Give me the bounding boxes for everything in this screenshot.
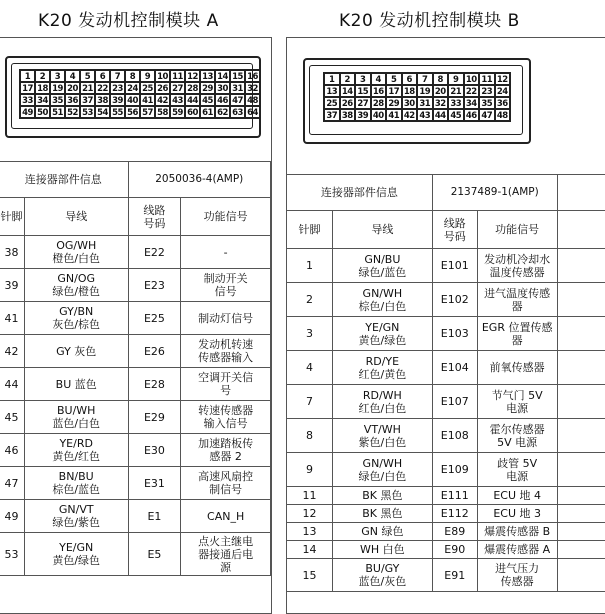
pin-cell: 13: [287, 523, 333, 541]
header-wire: 导线: [332, 211, 432, 249]
connector-pin: 22: [464, 85, 480, 97]
part-label: 连接器部件信息: [287, 175, 433, 211]
table-row: [0, 236, 271, 269]
connector-pin: 38: [95, 94, 110, 106]
connector-pin: 39: [355, 109, 371, 121]
connector-pin: 3: [355, 73, 371, 85]
connector-pin: 25: [140, 82, 155, 94]
table-row: [0, 335, 271, 368]
connector-pin: 50: [35, 106, 50, 118]
wire-cell: VT/WH 紫色/白色: [332, 419, 432, 453]
connector-pin: 9: [448, 73, 464, 85]
wire-cell: YE/GN 黄色/绿色: [24, 533, 128, 576]
function-cell: -: [181, 236, 271, 269]
pin-cell: 49: [0, 500, 24, 533]
table-row: [287, 351, 605, 385]
connector-pin: 35: [50, 94, 65, 106]
connector-pin: 26: [155, 82, 170, 94]
connector-pin: 41: [140, 94, 155, 106]
connector-pin: 19: [50, 82, 65, 94]
table-row: [0, 533, 271, 576]
connector-pin: 55: [110, 106, 125, 118]
pin-cell: 53: [0, 533, 24, 576]
connector-pin: 45: [200, 94, 215, 106]
connector-pin: 2: [35, 70, 50, 82]
table-row: [287, 249, 605, 283]
function-cell: ECU 地 4: [477, 487, 557, 505]
wire-cell: BK 黑色: [332, 487, 432, 505]
function-cell: 进气温度传感 器: [477, 283, 557, 317]
function-cell: 发动机转速 传感器输入: [181, 335, 271, 368]
connector-pin: 16: [371, 85, 387, 97]
connector-pin: 1: [324, 73, 340, 85]
connector-pin: 29: [200, 82, 215, 94]
connector-pin: 11: [170, 70, 185, 82]
connector-pin: 37: [80, 94, 95, 106]
header-function: 功能信号: [181, 198, 271, 236]
part-label: 连接器部件信息: [0, 162, 128, 198]
connector-pin: 36: [495, 97, 511, 109]
connector-pin: 45: [448, 109, 464, 121]
connector-pin: 17: [20, 82, 35, 94]
circuit-cell: E109: [432, 453, 477, 487]
function-cell: 发动机冷却水 温度传感器: [477, 249, 557, 283]
connector-pin: 8: [125, 70, 140, 82]
function-cell: 高速风扇控 制信号: [181, 467, 271, 500]
wire-cell: GN/VT 绿色/紫色: [24, 500, 128, 533]
connector-pin: 49: [20, 106, 35, 118]
table-row: [287, 505, 605, 523]
wire-cell: YE/RD 黄色/红色: [24, 434, 128, 467]
pin-cell: 15: [287, 559, 333, 592]
connector-pin: 28: [371, 97, 387, 109]
connector-pin: 16: [245, 70, 260, 82]
connector-pin: 42: [402, 109, 418, 121]
table-row: [287, 283, 605, 317]
circuit-cell: E1: [128, 500, 181, 533]
function-cell: EGR 位置传感 器: [477, 317, 557, 351]
circuit-cell: E108: [432, 419, 477, 453]
pin-cell: 47: [0, 467, 24, 500]
connector-pin: 5: [386, 73, 402, 85]
connector-pin: 14: [340, 85, 356, 97]
connector-a-diagram: [5, 56, 261, 138]
header-function: 功能信号: [477, 211, 557, 249]
table-row: [0, 269, 271, 302]
circuit-cell: E107: [432, 385, 477, 419]
table-row: [0, 500, 271, 533]
connector-pin: 58: [155, 106, 170, 118]
table-row: [0, 302, 271, 335]
connector-pin: 11: [479, 73, 495, 85]
connector-pin: 61: [200, 106, 215, 118]
connector-pin: 12: [495, 73, 511, 85]
connector-pin: 47: [230, 94, 245, 106]
table-row: [287, 559, 605, 592]
connector-pin: 10: [464, 73, 480, 85]
connector-b-pin-grid: [323, 72, 511, 122]
part-number: 2050036-4(AMP): [128, 162, 271, 198]
connector-pin: 44: [433, 109, 449, 121]
circuit-cell: E112: [432, 505, 477, 523]
circuit-cell: E91: [432, 559, 477, 592]
pin-cell: 7: [287, 385, 333, 419]
function-cell: 霍尔传感器 5V 电源: [477, 419, 557, 453]
wire-cell: BK 黑色: [332, 505, 432, 523]
table-row: [0, 434, 271, 467]
function-cell: 转速传感器 输入信号: [181, 401, 271, 434]
table-row: [0, 368, 271, 401]
function-cell: 点火主继电 器接通后电 源: [181, 533, 271, 576]
pin-cell: 2: [287, 283, 333, 317]
connector-pin: 24: [495, 85, 511, 97]
connector-a-panel: [0, 37, 272, 614]
connector-pin: 47: [479, 109, 495, 121]
function-cell: 制动灯信号: [181, 302, 271, 335]
connector-pin: 48: [245, 94, 260, 106]
table-row: [287, 541, 605, 559]
connector-pin: 40: [125, 94, 140, 106]
wire-cell: BN/BU 棕色/蓝色: [24, 467, 128, 500]
pin-cell: 39: [0, 269, 24, 302]
circuit-cell: E102: [432, 283, 477, 317]
connector-pin: 30: [402, 97, 418, 109]
connector-pin: 25: [324, 97, 340, 109]
connector-pin: 59: [170, 106, 185, 118]
header-pin: 针脚: [287, 211, 333, 249]
connector-pin: 37: [324, 109, 340, 121]
connector-pin: 43: [417, 109, 433, 121]
circuit-cell: E89: [432, 523, 477, 541]
connector-b-title: K20 发动机控制模块 B: [339, 6, 520, 31]
table-row: [287, 487, 605, 505]
wire-cell: BU/WH 蓝色/白色: [24, 401, 128, 434]
pin-cell: 8: [287, 419, 333, 453]
part-number: 2137489-1(AMP): [432, 175, 557, 211]
pin-cell: 38: [0, 236, 24, 269]
connector-pin: 12: [185, 70, 200, 82]
pin-cell: 45: [0, 401, 24, 434]
wire-cell: GY 灰色: [24, 335, 128, 368]
connector-pin: 15: [230, 70, 245, 82]
connector-pin: 13: [324, 85, 340, 97]
connector-pin: 14: [215, 70, 230, 82]
connector-pin: 56: [125, 106, 140, 118]
circuit-cell: E5: [128, 533, 181, 576]
pin-cell: 44: [0, 368, 24, 401]
connector-pin: 34: [35, 94, 50, 106]
connector-pin: 17: [386, 85, 402, 97]
function-cell: 制动开关 信号: [181, 269, 271, 302]
pin-cell: 42: [0, 335, 24, 368]
connector-pin: 19: [417, 85, 433, 97]
connector-pin: 33: [448, 97, 464, 109]
pin-cell: 14: [287, 541, 333, 559]
connector-b-diagram: [303, 58, 531, 144]
connector-pin: 44: [185, 94, 200, 106]
table-row: [287, 453, 605, 487]
connector-pin: 32: [245, 82, 260, 94]
table-row: [287, 523, 605, 541]
connector-pin: 4: [65, 70, 80, 82]
connector-pin: 31: [417, 97, 433, 109]
pin-cell: 9: [287, 453, 333, 487]
connector-pin: 1: [20, 70, 35, 82]
connector-pin: 63: [230, 106, 245, 118]
pin-cell: 1: [287, 249, 333, 283]
function-cell: 爆震传感器 B: [477, 523, 557, 541]
connector-a-table: [0, 161, 271, 576]
function-cell: CAN_H: [181, 500, 271, 533]
connector-pin: 42: [155, 94, 170, 106]
connector-pin: 40: [371, 109, 387, 121]
connector-pin: 27: [170, 82, 185, 94]
connector-pin: 64: [245, 106, 260, 118]
circuit-cell: E23: [128, 269, 181, 302]
connector-pin: 7: [417, 73, 433, 85]
table-row: [287, 317, 605, 351]
connector-pin: 43: [170, 94, 185, 106]
function-cell: ECU 地 3: [477, 505, 557, 523]
wire-cell: GN/WH 绿色/白色: [332, 453, 432, 487]
pin-cell: 11: [287, 487, 333, 505]
circuit-cell: E31: [128, 467, 181, 500]
connector-a-pin-grid: [19, 69, 261, 119]
connector-pin: 23: [479, 85, 495, 97]
connector-pin: 35: [479, 97, 495, 109]
wire-cell: OG/WH 橙色/白色: [24, 236, 128, 269]
connector-pin: 34: [464, 97, 480, 109]
connector-pin: 29: [386, 97, 402, 109]
connector-pin: 60: [185, 106, 200, 118]
connector-pin: 48: [495, 109, 511, 121]
wire-cell: BU/GY 蓝色/灰色: [332, 559, 432, 592]
connector-pin: 62: [215, 106, 230, 118]
wire-cell: GN/WH 棕色/白色: [332, 283, 432, 317]
pin-cell: 3: [287, 317, 333, 351]
circuit-cell: E104: [432, 351, 477, 385]
table-row: [287, 385, 605, 419]
connector-pin: 5: [80, 70, 95, 82]
connector-pin: 41: [386, 109, 402, 121]
function-cell: 前氧传感器: [477, 351, 557, 385]
circuit-cell: E29: [128, 401, 181, 434]
header-circuit: 线路号码: [128, 198, 181, 236]
connector-pin: 36: [65, 94, 80, 106]
connector-pin: 13: [200, 70, 215, 82]
function-cell: 加速踏板传 感器 2: [181, 434, 271, 467]
connector-b-table: [286, 174, 605, 592]
connector-pin: 20: [433, 85, 449, 97]
connector-pin: 32: [433, 97, 449, 109]
connector-pin: 26: [340, 97, 356, 109]
connector-pin: 52: [65, 106, 80, 118]
connector-pin: 22: [95, 82, 110, 94]
function-cell: 爆震传感器 A: [477, 541, 557, 559]
connector-pin: 46: [464, 109, 480, 121]
connector-pin: 2: [340, 73, 356, 85]
circuit-cell: E22: [128, 236, 181, 269]
function-cell: 空调开关信 号: [181, 368, 271, 401]
connector-pin: 31: [230, 82, 245, 94]
connector-pin: 15: [355, 85, 371, 97]
header-pin: 针脚: [0, 198, 24, 236]
wire-cell: RD/WH 红色/白色: [332, 385, 432, 419]
circuit-cell: E28: [128, 368, 181, 401]
pin-cell: 41: [0, 302, 24, 335]
connector-pin: 46: [215, 94, 230, 106]
wire-cell: RD/YE 红色/黄色: [332, 351, 432, 385]
table-row: [0, 401, 271, 434]
wire-cell: GN/OG 绿色/橙色: [24, 269, 128, 302]
wire-cell: GY/BN 灰色/棕色: [24, 302, 128, 335]
connector-pin: 57: [140, 106, 155, 118]
connector-pin: 18: [35, 82, 50, 94]
connector-b-panel: [286, 37, 605, 614]
table-row: [287, 419, 605, 453]
wire-cell: BU 蓝色: [24, 368, 128, 401]
circuit-cell: E101: [432, 249, 477, 283]
connector-pin: 33: [20, 94, 35, 106]
function-cell: 进气压力 传感器: [477, 559, 557, 592]
connector-pin: 27: [355, 97, 371, 109]
connector-pin: 20: [65, 82, 80, 94]
connector-pin: 38: [340, 109, 356, 121]
pin-cell: 12: [287, 505, 333, 523]
header-circuit: 线路号码: [432, 211, 477, 249]
connector-pin: 21: [448, 85, 464, 97]
connector-pin: 53: [80, 106, 95, 118]
connector-pin: 18: [402, 85, 418, 97]
circuit-cell: E25: [128, 302, 181, 335]
connector-pin: 9: [140, 70, 155, 82]
pin-cell: 46: [0, 434, 24, 467]
connector-pin: 39: [110, 94, 125, 106]
connector-pin: 24: [125, 82, 140, 94]
circuit-cell: E103: [432, 317, 477, 351]
wire-cell: YE/GN 黄色/绿色: [332, 317, 432, 351]
connector-pin: 51: [50, 106, 65, 118]
connector-pin: 23: [110, 82, 125, 94]
connector-pin: 10: [155, 70, 170, 82]
table-row: [0, 467, 271, 500]
connector-pin: 6: [95, 70, 110, 82]
circuit-cell: E111: [432, 487, 477, 505]
circuit-cell: E26: [128, 335, 181, 368]
wire-cell: WH 白色: [332, 541, 432, 559]
circuit-cell: E30: [128, 434, 181, 467]
function-cell: 歧管 5V 电源: [477, 453, 557, 487]
circuit-cell: E90: [432, 541, 477, 559]
connector-pin: 21: [80, 82, 95, 94]
connector-pin: 8: [433, 73, 449, 85]
function-cell: 节气门 5V 电源: [477, 385, 557, 419]
connector-pin: 30: [215, 82, 230, 94]
connector-pin: 4: [371, 73, 387, 85]
pin-cell: 4: [287, 351, 333, 385]
connector-pin: 7: [110, 70, 125, 82]
connector-a-title: K20 发动机控制模块 A: [38, 6, 219, 31]
wire-cell: GN 绿色: [332, 523, 432, 541]
connector-pin: 28: [185, 82, 200, 94]
connector-pin: 54: [95, 106, 110, 118]
connector-pin: 6: [402, 73, 418, 85]
connector-pin: 3: [50, 70, 65, 82]
header-wire: 导线: [24, 198, 128, 236]
wire-cell: GN/BU 绿色/蓝色: [332, 249, 432, 283]
